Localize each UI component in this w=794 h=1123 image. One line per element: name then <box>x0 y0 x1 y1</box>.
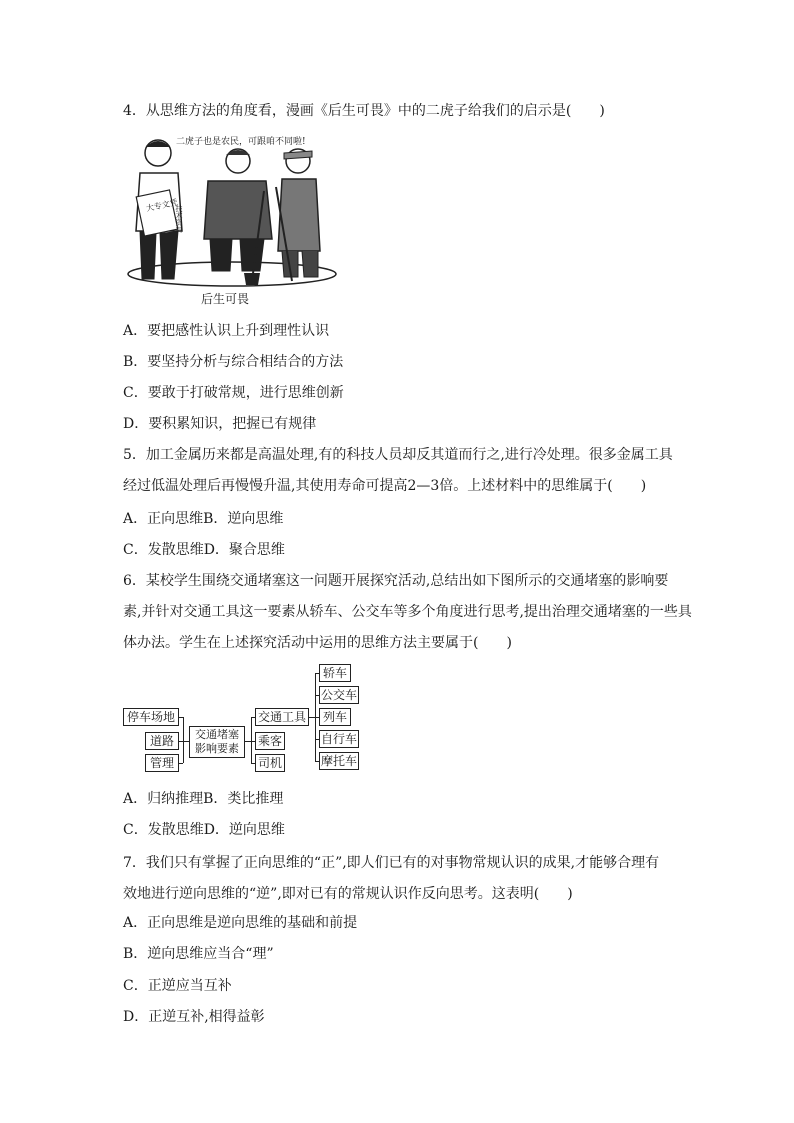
question-4-stem: 4．从思维方法的角度看，漫画《后生可畏》中的二虎子给我们的启示是( ) <box>123 103 605 119</box>
q5-options-ab: A．正向思维B．逆向思维 <box>123 511 284 527</box>
question-7-stem-line2: 效地进行逆向思维的“逆”,即对已有的常规认识作反向思考。这表明( ) <box>123 886 573 902</box>
diagram-node-passengers: 乘客 <box>255 732 285 750</box>
cartoon-caption: 后生可畏 <box>201 292 250 306</box>
cartoon-image <box>126 131 338 291</box>
q6-options-ab: A．归纳推理B．类比推理 <box>123 791 284 807</box>
diagram-node-train: 列车 <box>319 708 351 726</box>
cartoon-sign-tech: 技术资料 <box>175 205 183 233</box>
diagram-connector <box>179 763 183 764</box>
question-7-stem-line1: 7．我们只有掌握了正向思维的“正”,即人们已有的对事物常规认识的成果,才能够合理有 <box>123 855 660 871</box>
diagram-connector <box>179 717 183 718</box>
q7-option-a: A．正向思维是逆向思维的基础和前提 <box>123 915 358 931</box>
diagram-connector <box>183 717 184 763</box>
diagram-connector <box>251 717 252 763</box>
diagram-node-bus: 公交车 <box>320 688 357 702</box>
question-5-stem-line2: 经过低温处理后再慢慢升温,其使用寿命可提高2—3倍。上述材料中的思维属于( ) <box>123 478 647 494</box>
question-6-stem-line1: 6．某校学生围绕交通堵塞这一问题开展探究活动,总结出如下图所示的交通堵塞的影响要 <box>123 573 669 589</box>
q4-option-c: C．要敢于打破常规，进行思维创新 <box>123 385 344 401</box>
question-6-stem-line2: 素,并针对交通工具这一要素从轿车、公交车等多个角度进行思考,提出治理交通堵塞的一些具 <box>123 604 692 620</box>
q4-option-b: B．要坚持分析与综合相结合的方法 <box>123 354 344 370</box>
diagram-node-road: 道路 <box>145 732 179 750</box>
q7-option-c: C．正逆应当互补 <box>123 978 232 994</box>
diagram-node-parking: 停车场地 <box>123 708 179 726</box>
question-6-stem-line3: 体办法。学生在上述探究活动中运用的思维方法主要属于( ) <box>123 635 512 651</box>
diagram-node-motorcycle: 摩托车 <box>320 754 357 768</box>
cartoon-sign-diploma: 大专文凭 <box>145 197 179 214</box>
cartoon-speech-bubble: 二虎子也是农民，可跟咱不同啦! <box>176 137 306 147</box>
diagram-node-management: 管理 <box>145 754 179 772</box>
diagram-node-drivers: 司机 <box>255 754 285 772</box>
q7-option-b: B．逆向思维应当合“理” <box>123 946 274 962</box>
factor-diagram <box>120 664 360 776</box>
q7-option-d: D．正逆互补,相得益彰 <box>123 1009 265 1025</box>
q6-options-cd: C．发散思维D．逆向思维 <box>123 822 285 838</box>
q5-options-cd: C．发散思维D．聚合思维 <box>123 542 285 558</box>
diagram-node-car: 轿车 <box>319 664 351 682</box>
diagram-node-center: 交通堵塞影响要素 <box>189 726 245 758</box>
q4-option-a: A．要把感性认识上升到理性认识 <box>123 323 330 339</box>
question-5-stem-line1: 5．加工金属历来都是高温处理,有的科技人员却反其道而行之,进行冷处理。很多金属工具 <box>123 447 673 463</box>
q4-option-d: D．要积累知识，把握已有规律 <box>123 416 317 432</box>
diagram-node-bicycle: 自行车 <box>320 732 357 746</box>
diagram-node-vehicles: 交通工具 <box>255 708 309 726</box>
